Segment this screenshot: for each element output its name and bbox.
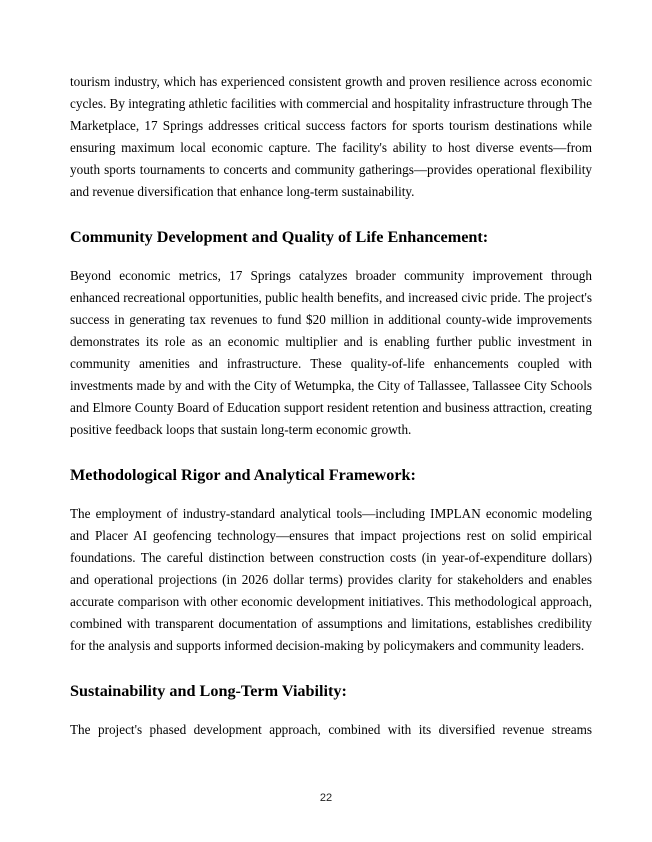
- paragraph-methodological-rigor: The employment of industry-standard analytical tools—including IMPLAN economic modeling and Placer AI geofencing technology—ensures that impact projections rest on solid empirical foundations. The careful distinction between construction costs (in year-of-expenditure dollars) and operational projections (in 2026 dollar terms) provides clarity for stakeholders and enables accurate comparison with other economic development initiatives. This methodological approach, combined with transparent documentation of assumptions and limitations, establishes credibility for the analysis and supports informed decision-making by policymakers and community leaders.: [70, 506, 592, 653]
- paragraph-sustainability: The project's phased development approach, combined with its diversified revenue streams: [70, 722, 592, 737]
- heading-sustainability: Sustainability and Long-Term Viability:: [70, 682, 347, 700]
- paragraph-community-development: Beyond economic metrics, 17 Springs catalyzes broader community improvement through enhanced recreational opportunities, public health benefits, and increased civic pride. The project's success in generating tax revenues to fund $20 million in additional county-wide improvements demonstrates its role as an economic multiplier and is enabling further public investment in community amenities and infrastructure. These quality-of-life enhancements coupled with investments made by and with the City of Wetumpka, the City of Tallassee, Tallassee City Schools and Elmore County Board of Education support resident retention and business attraction, creating positive feedback loops that sustain long-term economic growth.: [70, 268, 592, 437]
- heading-community-development: Community Development and Quality of Life Enhancement:: [70, 228, 489, 246]
- heading-methodological-rigor: Methodological Rigor and Analytical Framework:: [70, 466, 416, 484]
- page-number: 22: [319, 792, 333, 804]
- page-content: [70, 71, 592, 741]
- paragraph-tourism-continuation: tourism industry, which has experienced consistent growth and proven resilience across economic cycles. By integrating athletic facilities with commercial and hospitality infrastructure through The Marketplace, 17 Springs addresses critical success factors for sports tourism destinations while ensuring maximum local economic capture. The facility's ability to host diverse events—from youth sports tournaments to concerts and community gatherings—provides operational flexibility and revenue diversification that enhance long-term sustainability.: [70, 74, 592, 199]
